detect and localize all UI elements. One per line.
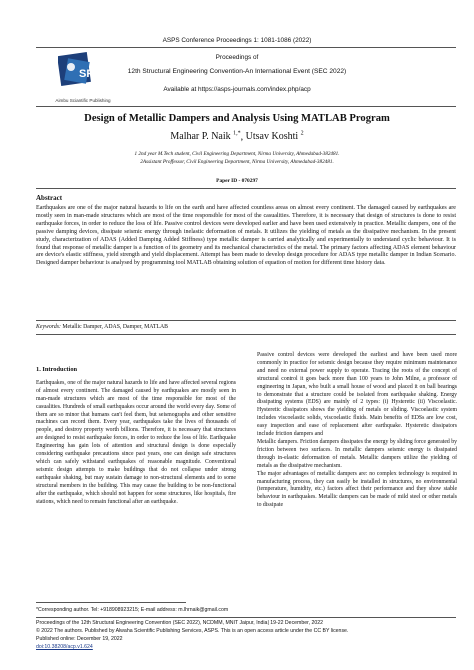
advantages-paragraph: The major advantages of metallic dampers are: no complex technology is required in manufacturing process, they can easily be installed in structures, no environmental (temperature, humidity, etc.) factors affect their performance and they show stable behaviour in earthquakes. Metallic dampers can be made of mild steel or other metals to dissipate <box>257 470 457 509</box>
proceedings-label: Proceedings of <box>215 54 259 61</box>
available-line[interactable]: Available at https://asps-journals.com/index.php/acp <box>163 86 311 93</box>
author-2: Utsav Koshti $^2$ <box>245 131 304 143</box>
journal-line: ASPS Conference Proceedings 1: 1081-1086 (2022) <box>162 37 312 44</box>
intro-paragraph: Earthquakes, one of the major natural hazards to life and have affected several regions of almost every continent. The damaged caused by earthquakes are mostly seen in man-made structures which are most of the time responsible for most of the casualities. Hundreds of small earthquakes occur around the world every day. Some of them are so minor that humans can't feel them, but seismographs and other sensitive machines can record them. Every year, earthquakes take the lives of thousands of people, and destroy property worth billions. Therefore, it is necessary that structures are designed to resist earthquake forces, in order to reduce the loss of life. Earthquake Engineering has gain lots of attention and structural design is done especially considering earthquake precautions since past years, one can design safe structures which can safely withstand earthquakes of reasonable magnitude. Conventional seismic design attempts to make buildings that do not collapse under strong earthquake shaking, but may sustain damage to non-structural elements and to some structural members in the building. This may cause the building to be non-functional after the earthquake, which should not happen for some structures, like hospitals, fire stations, which need to remain functional after an earthquake. <box>36 379 236 505</box>
published-date: Published online: December 19, 2022 <box>36 636 123 642</box>
conference-line: 12th Structural Engineering Convention-An International Event (SEC 2022) <box>127 68 347 75</box>
corresponding-author: *Corresponding author. Tel: +918908923215; E-mail address: m.lhrnaik@gmail.com <box>36 607 229 613</box>
header-divider-top <box>36 47 456 48</box>
keywords-divider <box>36 334 456 335</box>
abstract-text: Earthquakes are one of the major natural hazards to life on the earth and have affected countless areas on almost every continent. The damaged caused by earthquakes are mostly seen in man-made structures which are most of the time responsible for most of the casualities. Therefore, it is necessary that design of structures is done to resist earthquake forces, in order to reduce the loss of life. Passive control devices were developed earlier and have been used extensively in practice. Metallic dampers, one of the passive damping devices, dissipate seismic energy through inelastic deformation of metals. It utilizes the yielding of metals as the dissipative mechanism. In the present study, characterization of ADAS (Added Damping Added Stiffness) type metallic damper is carried analytically and experimentally to understand cyclic behaviour. It is found that response of metallic damper is a function of its geometry and its mechanical characteristics of the metal. The primary factors affecting ADAS element behaviour are device's elastic stiffness, yield strength and yield displacement. Attempt has been made to develop design procedure for ADAS type metallic damper in Indian Scenario. Designed damper behaviour is analysed by programming tool MATLAB obtaining solution of equation of motion for different time history data. <box>36 205 456 267</box>
introduction-heading: 1. Introduction <box>36 366 78 373</box>
affiliation-2: 2Assistant Proffessor, Civil Engineering Department, Nirma University, Ahmedabad-382481. <box>140 159 334 165</box>
abstract-divider-bottom <box>36 320 456 321</box>
affiliation-1: 1 2nd year M.Tech student, Civil Engineering Department, Nirma University, Ahmedabad-382481. <box>134 151 340 157</box>
authors: Malhar P. Naik $^{1,*}$, Utsav Koshti $^2$ <box>170 131 304 143</box>
metallic-dampers-paragraph: Metallic dampers. Friction dampers dissipates the energy by sliding force generated by friction between two surfaces. In metallic dampers seismic energy is dissipated through in-elastic deformation of metals. Metallic dampers utilize the yielding of metals as the dissipative mechanism. <box>257 438 457 469</box>
logo-caption: Aimbu Sciantific Publishing <box>55 98 111 103</box>
paper-id: Paper ID - 070297 <box>216 178 258 184</box>
keywords-label: Keywords: <box>36 324 61 330</box>
footer-divider <box>36 617 456 618</box>
header-divider-bottom <box>36 106 456 107</box>
proceedings-info: Proceedings of the 12th Structural Engineering Convention (SEC 2022), NCDMM, MNIT Jaipur, India| 19-22 December, 2022 <box>36 620 324 626</box>
copyright: © 2022 The authors. Published by Alwaha Scientific Publishing Services, ASPS. This is an open access article under the CC BY license. <box>36 628 349 634</box>
keywords <box>36 324 456 330</box>
keywords-list: Metallic Damper, ADAS, Damper, MATLAB <box>62 324 168 330</box>
footnote-rule <box>36 602 186 603</box>
svg-text:SPS: SPS <box>79 68 102 80</box>
body-right-column <box>257 352 457 510</box>
body-left-column <box>36 366 236 506</box>
doi-link[interactable]: doi:10.38208/acp.v1.624 <box>36 644 93 650</box>
author-1: Malhar P. Naik $^{1,*}$ <box>170 131 241 143</box>
passive-control-paragraph: Passive control devices were developed the earliest and have been used more commonly in practice for seismic design because they require minimum maintenance and need no external power supply to operate. Tracing the roots of the concept of structural control it goes back more than 100 years to John Milne, a professor of engineering in Japan, who built a small house of wood and placed it on ball bearings to demonstrate that a structure could be isolated from earthquake shaking. Energy dissipating systems (EDS) are mainly of 2 types: (i) Hysteretic (ii) Viscoelastic. Hysteretic dissipators shows the yielding of metals or sliding. Viscoelastic system includes viscoelastic solids, viscoelastic fluids. Main benefits of EDSs are low cost, easy inspection and ease of replacement after earthquake. Hysteretic dissipators include friction dampers and <box>257 352 457 438</box>
abstract-heading: Abstract <box>36 194 63 202</box>
abstract-divider-top <box>36 188 456 189</box>
paper-title: Design of Metallic Dampers and Analysis Using MATLAB Program <box>84 113 390 124</box>
